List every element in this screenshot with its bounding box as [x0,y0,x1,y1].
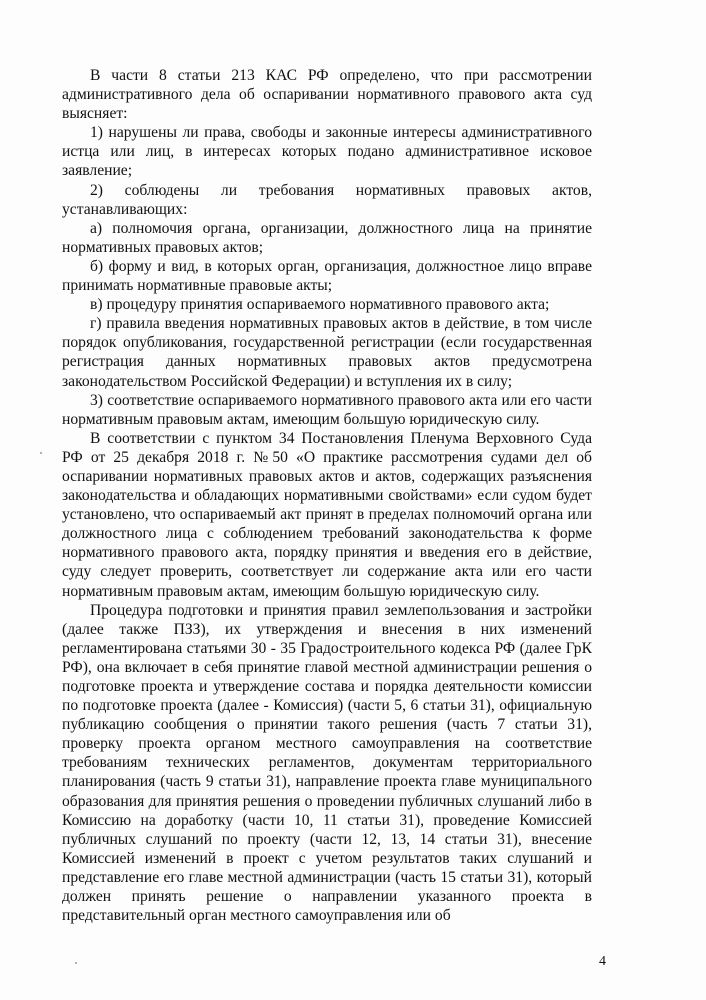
paragraph-plenum-resolution: В соответствии с пунктом 34 Постановления Пленума Верховного Суда РФ от 25 декабря 2018 г. №50 «О практике рассмотрения судами дел об оспаривании нормативных правовых актов и актов, содержащих разъяснения законодательства и обладающих нормативными свойствами» если судом будет установлено, что оспариваемый акт принят в пределах полномочий органа или должностного лица с соблюдением требований законодательства к форме нормативного правового акта, порядку принятия и введения его в действие, суду следует проверить, соответствует ли содержание акта или его части нормативным правовым актам, имеющим большую юридическую силу. [62,429,592,600]
document-body [62,66,592,925]
page-number: 4 [599,954,606,969]
paragraph-item-2a: а) полномочия органа, организации, должностного лица на принятие нормативных правовых актов; [62,219,592,256]
paragraph-item-2b: б) форму и вид, в которых орган, организация, должностное лицо вправе принимать нормативные правовые акты; [62,257,592,295]
scan-artifact [40,452,42,454]
paragraph-item-2c: в) процедуру принятия оспариваемого нормативного правового акта; [90,296,550,314]
paragraph-intro: В части 8 статьи 213 КАС РФ определено, что при рассмотрении административного дела об оспаривании нормативного правового акта суд выясняет: [62,67,592,123]
paragraph-item-2: 2) соблюдены ли требования нормативных правовых актов, устанавливающих: [62,181,592,218]
paragraph-item-3: 3) соответствие оспариваемого нормативного правового акта или его части нормативным правовым актам, имеющим большую юридическую силу. [62,391,592,428]
paragraph-pzz-procedure: Процедура подготовки и принятия правил землепользования и застройки (далее также ПЗЗ), их утверждения и внесения в них изменений регламентирована статьями 30 - 35 Градостроительного кодекса РФ (далее ГрК РФ), она включает в себя принятие главой местной администрации решения о подготовке проекта и утверждение состава и порядка деятельности комиссии по подготовке проекта (далее - Комиссия) (части 5, 6 статьи 31), официальную публикацию сообщения о принятии такого решения (часть 7 статьи 31), проверку проекта органом местного самоуправления на соответствие требованиям технических регламентов, документам территориального планирования (часть 9 статьи 31), направление проекта главе муниципального образования для принятия решения о проведении публичных слушаний либо в Комиссию на доработку (части 10, 11 статьи 31), проведение Комиссией публичных слушаний по проекту (части 12, 13, 14 статьи 31), внесение Комиссией изменений в проект с учетом результатов таких слушаний и представление его главе местной администрации (часть 15 статьи 31), который должен принять решение о направлении указанного проекта в представительный орган местного самоуправления или об [62,601,592,925]
scan-artifact [75,962,77,964]
paragraph-item-2d: г) правила введения нормативных правовых актов в действие, в том числе порядок опубликования, государственной регистрации (если государственная регистрация данных нормативных правовых актов предусмотрена законодательством Российской Федерации) и вступления их в силу; [62,315,592,390]
paragraph-item-1: 1) нарушены ли права, свободы и законные интересы административного истца или лиц, в интересах которых подано административное исковое заявление; [62,124,592,180]
